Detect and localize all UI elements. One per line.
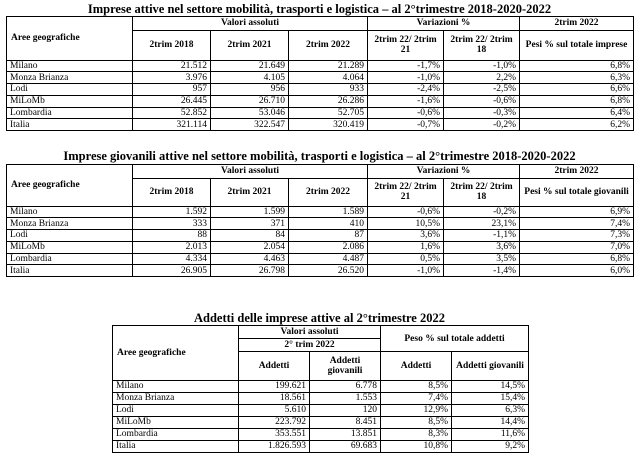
row-area-name: Italia [113, 440, 239, 452]
table1-col-header: 2trim 2022 [289, 30, 368, 60]
table1-title: Imprese attive nel settore mobilità, trasporti e logistica – al 2°trimestre 2018-2020-2022 [87, 2, 552, 16]
table3-col-header: Addetti [381, 352, 452, 380]
row-value-cell: 7,4% [381, 392, 452, 404]
row-value-cell: 956 [211, 84, 289, 96]
row-area-name: Lombardia [7, 107, 133, 119]
row-value-cell: -1,1% [444, 230, 520, 242]
row-area-name: Milano [7, 60, 133, 72]
row-value-cell: -0,2% [444, 206, 520, 218]
row-value-cell: 7,0% [520, 241, 634, 253]
row-value-cell: 0,5% [368, 253, 444, 265]
row-value-cell: 10,8% [381, 440, 452, 452]
table-row [7, 230, 634, 242]
row-value-cell: -0,2% [444, 119, 520, 131]
row-value-cell: 1.589 [289, 206, 368, 218]
row-value-cell: 26.445 [133, 95, 211, 107]
row-value-cell: 2.013 [133, 241, 211, 253]
table-row [113, 428, 529, 440]
table3-group-valori: Valori assoluti [239, 326, 381, 339]
table-row [7, 218, 634, 230]
table1-group-2trim: 2trim 2022 [520, 17, 634, 31]
row-area-name: Monza Brianza [7, 72, 133, 84]
row-value-cell: 88 [133, 230, 211, 242]
row-value-cell: 21.289 [289, 60, 368, 72]
table-row [7, 241, 634, 253]
table2-col-header: 2trim 2018 [133, 178, 211, 206]
row-value-cell: -1,0% [368, 72, 444, 84]
table2-title: Imprese giovanili attive nel settore mobilità, trasporti e logistica – al 2°trimestre 2018-2020-2022 [63, 149, 576, 163]
row-area-name: Milano [113, 380, 239, 392]
row-value-cell: -0,7% [368, 119, 444, 131]
row-value-cell: 84 [211, 230, 289, 242]
row-value-cell: -0,6% [444, 95, 520, 107]
row-value-cell: 8.451 [310, 416, 381, 428]
table-row [113, 392, 529, 404]
table-row [7, 119, 634, 131]
row-value-cell: 321.114 [133, 119, 211, 131]
row-value-cell: -1,0% [444, 60, 520, 72]
row-value-cell: 5.610 [239, 404, 310, 416]
table3-sub-header: 2° trim 2022 [239, 339, 381, 352]
row-value-cell: 4.487 [289, 253, 368, 265]
row-area-name: Italia [7, 265, 133, 277]
row-value-cell: 371 [211, 218, 289, 230]
row-value-cell: 6,4% [520, 107, 634, 119]
row-area-name: Lombardia [113, 428, 239, 440]
table-row [7, 107, 634, 119]
table-row [113, 440, 529, 452]
row-area-name: Monza Brianza [113, 392, 239, 404]
row-value-cell: 9,2% [452, 440, 529, 452]
table-row [7, 206, 634, 218]
table3-area-header: Aree geografiche [113, 326, 239, 381]
row-value-cell: -2,5% [444, 84, 520, 96]
table1-group-variazioni: Variazioni % [368, 17, 520, 31]
row-area-name: MiLoMb [7, 95, 133, 107]
row-value-cell: 957 [133, 84, 211, 96]
table2-col-header: 2trim 2022 [289, 178, 368, 206]
table2-group-2trim: 2trim 2022 [520, 165, 634, 179]
row-value-cell: -0,6% [368, 107, 444, 119]
row-value-cell: 322.547 [211, 119, 289, 131]
row-value-cell: 26.905 [133, 265, 211, 277]
table-row [7, 95, 634, 107]
row-value-cell: 6,6% [520, 84, 634, 96]
row-area-name: Milano [7, 206, 133, 218]
row-value-cell: 69.683 [310, 440, 381, 452]
row-value-cell: 21.649 [211, 60, 289, 72]
table1-area-header: Aree geografiche [7, 17, 133, 61]
row-value-cell: 120 [310, 404, 381, 416]
table2 [6, 164, 634, 277]
row-area-name: Lombardia [7, 253, 133, 265]
table1-col-header: 2trim 22/ 2trim 18 [444, 30, 520, 60]
row-value-cell: 2.054 [211, 241, 289, 253]
table2-col-header: 2trim 2021 [211, 178, 289, 206]
row-value-cell: 52.705 [289, 107, 368, 119]
row-value-cell: 933 [289, 84, 368, 96]
row-value-cell: 1.826.593 [239, 440, 310, 452]
row-value-cell: 8,3% [381, 428, 452, 440]
table-row [7, 84, 634, 96]
row-value-cell: 26.798 [211, 265, 289, 277]
row-value-cell: 6,0% [520, 265, 634, 277]
row-value-cell: 53.046 [211, 107, 289, 119]
row-value-cell: 3,5% [444, 253, 520, 265]
row-value-cell: 18.561 [239, 392, 310, 404]
row-value-cell: 6,3% [520, 72, 634, 84]
row-value-cell: 320.419 [289, 119, 368, 131]
table-row [7, 253, 634, 265]
table3-col-header: Addetti [239, 352, 310, 380]
row-value-cell: 26.286 [289, 95, 368, 107]
table3-group-peso: Peso % sul totale addetti [381, 326, 529, 352]
row-value-cell: 15,4% [452, 392, 529, 404]
row-value-cell: 3,6% [368, 230, 444, 242]
row-value-cell: 52.852 [133, 107, 211, 119]
row-area-name: Lodi [7, 84, 133, 96]
table-row [7, 60, 634, 72]
row-value-cell: 1.599 [211, 206, 289, 218]
row-value-cell: 12,9% [381, 404, 452, 416]
row-value-cell: -1,7% [368, 60, 444, 72]
row-value-cell: 10,5% [368, 218, 444, 230]
row-value-cell: 6,2% [520, 119, 634, 131]
row-value-cell: 3.976 [133, 72, 211, 84]
row-value-cell: 4.064 [289, 72, 368, 84]
table2-col-header: 2trim 22/ 2trim 18 [444, 178, 520, 206]
table1-group-valori: Valori assoluti [133, 17, 368, 31]
row-value-cell: 11,6% [452, 428, 529, 440]
row-value-cell: 6,9% [520, 206, 634, 218]
row-area-name: Italia [7, 119, 133, 131]
row-value-cell: 4.334 [133, 253, 211, 265]
row-value-cell: 7,4% [520, 218, 634, 230]
row-value-cell: 8,5% [381, 416, 452, 428]
table-row [113, 416, 529, 428]
table1-col-header: 2trim 22/ 2trim 21 [368, 30, 444, 60]
row-value-cell: 6,8% [520, 60, 634, 72]
row-value-cell: 7,3% [520, 230, 634, 242]
row-value-cell: 21.512 [133, 60, 211, 72]
row-value-cell: -1,0% [368, 265, 444, 277]
table-row [113, 380, 529, 392]
row-value-cell: -1,4% [444, 265, 520, 277]
row-value-cell: 353.551 [239, 428, 310, 440]
table1-col-header: 2trim 2018 [133, 30, 211, 60]
table-row [113, 404, 529, 416]
row-area-name: Lodi [7, 230, 133, 242]
table2-group-valori: Valori assoluti [133, 165, 368, 179]
row-value-cell: 14,5% [452, 380, 529, 392]
row-area-name: MiLoMb [7, 241, 133, 253]
table3-title: Addetti delle imprese attive al 2°trimestre 2022 [193, 311, 445, 325]
row-value-cell: 4.105 [211, 72, 289, 84]
row-value-cell: 6,8% [520, 253, 634, 265]
table3-col-header: Addetti giovanili [452, 352, 529, 380]
row-value-cell: 2.086 [289, 241, 368, 253]
row-value-cell: 26.710 [211, 95, 289, 107]
table3-col-header: Addetti giovanili [310, 352, 381, 380]
table1-col-header: 2trim 2021 [211, 30, 289, 60]
row-value-cell: 410 [289, 218, 368, 230]
row-value-cell: -1,6% [368, 95, 444, 107]
row-value-cell: 23,1% [444, 218, 520, 230]
row-area-name: Lodi [113, 404, 239, 416]
row-area-name: Monza Brianza [7, 218, 133, 230]
row-value-cell: 8,5% [381, 380, 452, 392]
row-value-cell: 223.792 [239, 416, 310, 428]
row-value-cell: 199.621 [239, 380, 310, 392]
row-value-cell: 14,4% [452, 416, 529, 428]
row-value-cell: 1,6% [368, 241, 444, 253]
row-value-cell: 3,6% [444, 241, 520, 253]
table2-area-header: Aree geografiche [7, 165, 133, 207]
row-value-cell: 1.553 [310, 392, 381, 404]
table2-col-header: 2trim 22/ 2trim 21 [368, 178, 444, 206]
row-value-cell: 6,3% [452, 404, 529, 416]
table2-col-header: Pesi % sul totale giovanili [520, 178, 634, 206]
table3 [112, 325, 529, 453]
row-value-cell: 1.592 [133, 206, 211, 218]
table-row [7, 72, 634, 84]
table1 [6, 16, 634, 131]
row-value-cell: -0,3% [444, 107, 520, 119]
row-value-cell: 333 [133, 218, 211, 230]
row-value-cell: -0,6% [368, 206, 444, 218]
row-value-cell: 4.463 [211, 253, 289, 265]
row-value-cell: 6,8% [520, 95, 634, 107]
row-value-cell: 6.778 [310, 380, 381, 392]
row-value-cell: 13.851 [310, 428, 381, 440]
row-value-cell: 87 [289, 230, 368, 242]
row-value-cell: 2,2% [444, 72, 520, 84]
row-area-name: MiLoMb [113, 416, 239, 428]
row-value-cell: -2,4% [368, 84, 444, 96]
table1-col-header: Pesi % sul totale imprese [520, 30, 634, 60]
row-value-cell: 26.520 [289, 265, 368, 277]
table2-group-variazioni: Variazioni % [368, 165, 520, 179]
table-row [7, 265, 634, 277]
